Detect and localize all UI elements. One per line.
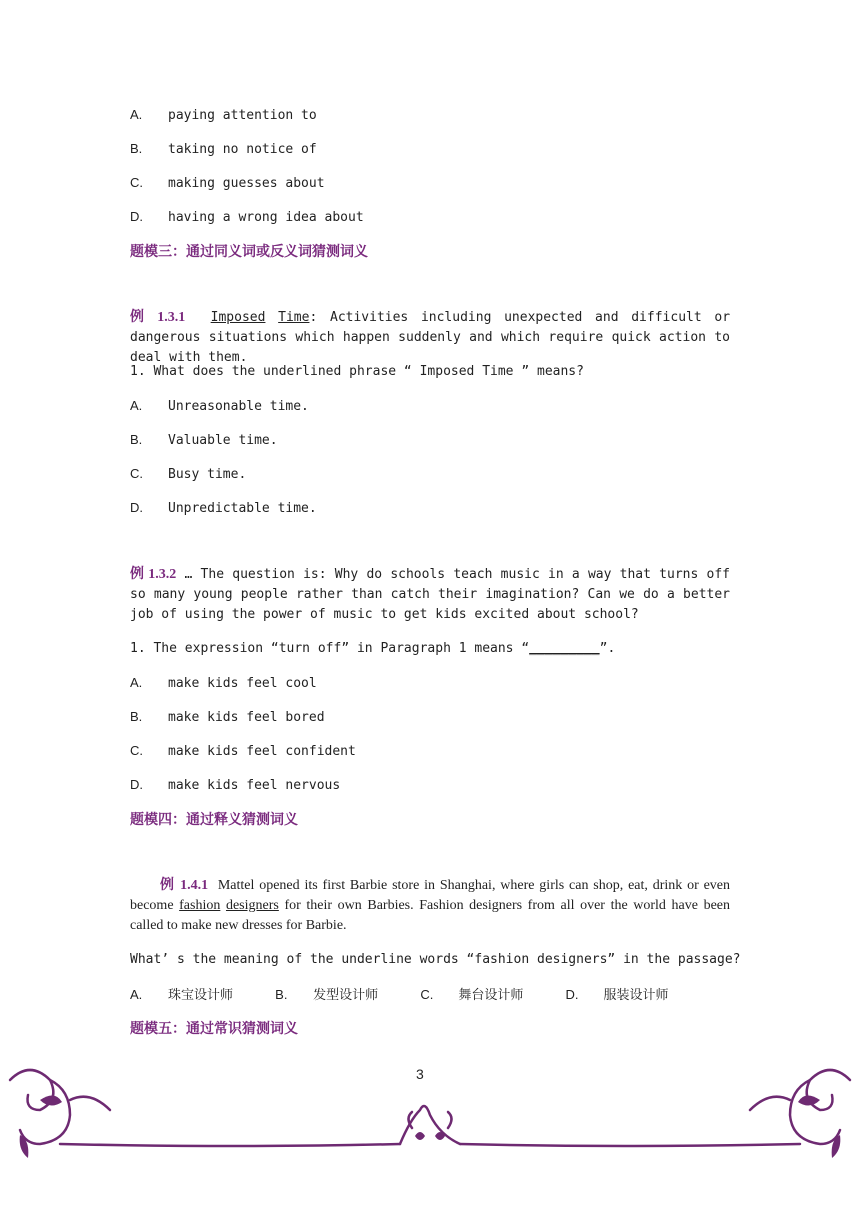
option-a: A. paying attention to xyxy=(130,107,317,123)
example-label: 例 1.4.1 xyxy=(160,878,209,893)
option-b: B. make kids feel bored xyxy=(130,709,325,725)
example-label: 例 1.3.2 xyxy=(130,567,177,582)
option-c: C. making guesses about xyxy=(130,175,325,191)
option-d: D. having a wrong idea about xyxy=(130,209,364,225)
options-row xyxy=(130,984,706,1003)
example-1-3-2: 例 1.3.2 … The question is: Why do schools teach music in a way that turns off so many young people rather than catch their imagination? Can we do a better job of using the power of music to get kids excited about school? xyxy=(130,567,730,622)
example-label: 例 1.3.1 xyxy=(130,310,186,325)
option-a: A. make kids feel cool xyxy=(130,675,317,691)
option-c: C. Busy time. xyxy=(130,466,247,482)
question: 1. What does the underlined phrase “ Imposed Time ” means? xyxy=(130,364,584,379)
example-1-3-1: 例 1.3.1 Imposed Time: Activities including unexpected and difficult or dangerous situations which happen suddenly and which require quick action to deal with them. xyxy=(130,310,731,365)
option-a: A. 珠宝设计师 xyxy=(130,987,234,1003)
option-d: D. Unpredictable time. xyxy=(130,500,317,516)
option-b: B. 发型设计师 xyxy=(275,987,379,1003)
page-number: 3 xyxy=(416,1066,424,1082)
question: 1. The expression “turn off” in Paragraph 1 means “_________”. xyxy=(130,641,616,656)
section-heading-4: 题模四：通过释义猜测词义 xyxy=(130,812,298,828)
option-d: D. 服装设计师 xyxy=(565,987,669,1003)
decorative-footer-ornament xyxy=(0,1040,860,1180)
section-heading-3: 题模三：通过同义词或反义词猜测词义 xyxy=(130,244,368,260)
section-heading-5: 题模五：通过常识猜测词义 xyxy=(130,1021,298,1037)
option-c: C. make kids feel confident xyxy=(130,743,356,759)
option-b: B. Valuable time. xyxy=(130,432,278,448)
question: What’ s the meaning of the underline words “fashion designers” in the passage? xyxy=(130,952,741,967)
option-b: B. taking no notice of xyxy=(130,141,317,157)
option-c: C. 舞台设计师 xyxy=(420,987,524,1003)
example-1-4-1: 例 1.4.1 Mattel opened its first Barbie store in Shanghai, where girls can shop, eat, drink or even become fashion designers for their own Barbies. Fashion designers from all over the world have been called to make new dresses for Barbie. xyxy=(130,878,731,933)
answer-blank: _________ xyxy=(529,641,600,656)
option-a: A. Unreasonable time. xyxy=(130,398,309,414)
option-d: D. make kids feel nervous xyxy=(130,777,341,793)
